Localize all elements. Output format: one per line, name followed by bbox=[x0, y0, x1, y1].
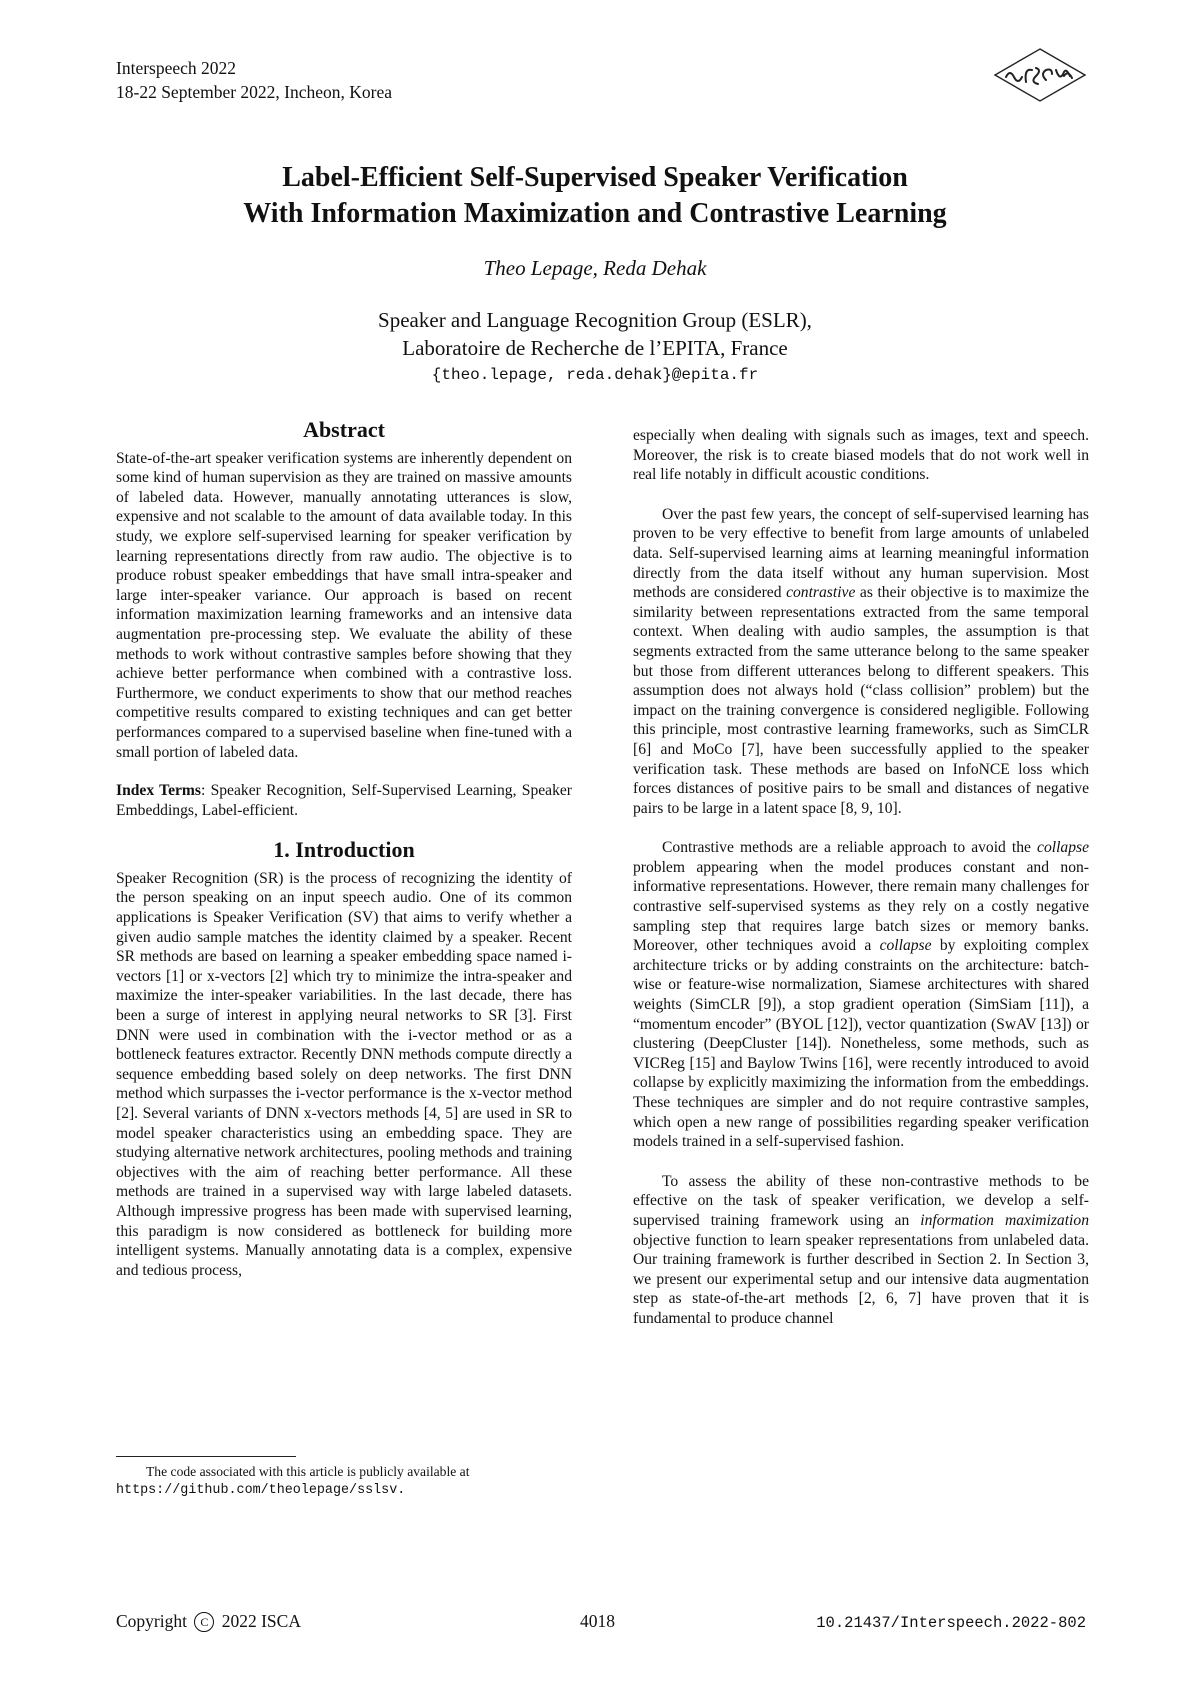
p3-text-c: by exploiting complex architecture tricks or by adding constraints on the architecture: batch-wise or feature-wise normalization, Siamese architectures with shared weights (SimCLR [9]), a stop gradient operation (SimSiam [11]), a “momentum encoder” (BYOL [12]), vector quantization (SwAV [13]) or clustering (DeepCluster [14]). Nonetheless, some methods, such as VICReg [15] and Baylow Twins [16], were recently introduced to avoid collapse by explicitly maximizing the information from the embeddings. These techniques are simpler and do not require contrastive samples, which open a new range of possibilities regarding speaker verification models trained in a self-supervised fashion. bbox=[633, 937, 1089, 1151]
p4-text-a: To assess the ability of these non-contrastive methods to be effective on the task of speaker verification, we develop a self-supervised training framework using an bbox=[633, 1172, 1089, 1229]
footnote-text: The code associated with this article is publicly available at bbox=[146, 1464, 470, 1479]
p3-emphasis-2: collapse bbox=[879, 937, 932, 955]
title-line-1: Label-Efficient Self-Supervised Speaker Verification bbox=[282, 162, 908, 193]
p3-text-b: problem appearing when the model produces constant and non-informative representations. However, there remain many challenges for contrastive self-supervised systems as they rely on a costly negative sampling step that requires large batch sizes or memory banks. Moreover, other techniques avoid a bbox=[633, 858, 1089, 955]
footnote-rule bbox=[116, 1456, 296, 1457]
p3-emphasis-1: collapse bbox=[1037, 839, 1089, 857]
introduction-heading: 1. Introduction bbox=[273, 837, 415, 863]
left-column bbox=[116, 417, 572, 1280]
p2-text-b: as their objective is to maximize the similarity between representations extracted from the same temporal context. When dealing with audio samples, the assumption is that segments extracted from the same utterance belong to the same speaker but those from different utterances belong to different speakers. This assumption does not always hold (“class collision” problem) but the impact on the training convergence is considered negligible. Following this principle, most contrastive learning frameworks, such as SimCLR [6] and MoCo [7], have been successfully applied to the speaker verification task. These methods are based on InfoNCE loss which forces distances of positive pairs to be small and distances of negative pairs to be large in a latent space [8, 9, 10]. bbox=[633, 584, 1089, 817]
author-emails: {theo.lepage, reda.dehak}@epita.fr bbox=[431, 366, 759, 384]
code-repository-link[interactable]: https://github.com/theolepage/sslsv. bbox=[116, 1483, 406, 1498]
conference-name: Interspeech 2022 bbox=[116, 58, 237, 78]
intro-paragraph-1-continued: especially when dealing with signals such as images, text and speech. Moreover, the risk is to create biased models that do not work well in real life notably in difficult acoustic conditions. bbox=[633, 427, 1089, 484]
copyright-icon: C bbox=[194, 1612, 214, 1632]
copyright-prefix: Copyright bbox=[116, 1611, 187, 1631]
p4-emphasis: information maximization bbox=[920, 1211, 1089, 1229]
footnote bbox=[116, 1462, 576, 1500]
affiliation bbox=[100, 306, 1090, 362]
p3-text-a: Contrastive methods are a reliable approach to avoid the bbox=[662, 839, 1038, 857]
paper-title bbox=[100, 160, 1090, 232]
right-column bbox=[633, 426, 1089, 1349]
copyright-suffix: 2022 ISCA bbox=[221, 1611, 301, 1631]
abstract-text: State-of-the-art speaker verification systems are inherently dependent on some kind of human supervision as they are trained on massive amounts of labeled data. However, manually annotating utterances is slow, expensive and not scalable to the amount of data available today. In this study, we explore self-supervised learning for speaker verification by learning representations directly from raw audio. The objective is to produce robust speaker embeddings that have small intra-speaker and large inter-speaker variance. Our approach is based on recent information maximization learning frameworks and an intensive data augmentation pre-processing step. We evaluate the ability of these methods to work without contrastive samples before showing that they achieve better performance when combined with a contrastive loss. Furthermore, we conduct experiments to show that our method reaches competitive results compared to existing techniques and can get better performances compared to a supervised baseline when fine-tuned with a small portion of labeled data. bbox=[116, 449, 572, 761]
intro-paragraph-3 bbox=[633, 838, 1089, 1152]
conference-header bbox=[116, 56, 392, 104]
p4-text-b: objective function to learn speaker representations from unlabeled data. Our training framework is further described in Section 2. In Section 3, we present our experimental setup and our intensive data augmentation step as state-of-the-art methods [2, 6, 7] have proven that it is fundamental to produce channel bbox=[633, 1231, 1089, 1327]
abstract-heading: Abstract bbox=[303, 417, 385, 442]
index-terms bbox=[116, 781, 572, 820]
affiliation-line-1: Speaker and Language Recognition Group (ESLR), bbox=[378, 308, 812, 332]
index-terms-text: : Speaker Recognition, Self-Supervised Learning, Speaker Embeddings, Label-efficient. bbox=[116, 782, 572, 819]
intro-paragraph-1: Speaker Recognition (SR) is the process of recognizing the identity of the person speaking on an input speech audio. One of its common applications is Speaker Verification (SV) that aims to verify whether a given audio sample matches the identity claimed by a speaker. Recent SR methods are based on learning a speaker embedding space named i-vectors [1] or x-vectors [2] which try to minimize the intra-speaker and maximize the inter-speaker variabilities. In the last decade, there has been a surge of interest in applying neural networks to SR [3]. First DNN were used in combination with the i-vector method or as a bottleneck features extractor. Recently DNN methods compute directly a sequence embedding based solely on deep networks. The first DNN method which surpasses the i-vector performance is the x-vector method [2]. Several variants of DNN x-vectors methods [4, 5] are used in SR to model speaker characteristics using an embedding space. They are studying alternative network architectures, pooling methods and training objectives with the aim of reaching better performance. All these methods are trained in a supervised way with large labeled datasets. Although impressive progress has been made with supervised learning, this paradigm is now considered as bottleneck for building more intelligent systems. Manually annotating data is a complex, expensive and tedious process, bbox=[116, 869, 572, 1279]
p2-emphasis: contrastive bbox=[786, 584, 856, 602]
page-number: 4018 bbox=[580, 1611, 615, 1631]
index-terms-label: Index Terms bbox=[116, 782, 201, 800]
intro-paragraph-2 bbox=[633, 505, 1089, 819]
isca-logo bbox=[992, 46, 1088, 104]
p2-text-a: Over the past few years, the concept of self-supervised learning has proven to be very effective to benefit from large amounts of unlabeled data. Self-supervised learning aims at learning meaningful information directly from the data itself without any human supervision. Most methods are considered bbox=[633, 505, 1089, 602]
conference-dates-location: 18-22 September 2022, Incheon, Korea bbox=[116, 82, 393, 102]
affiliation-line-2: Laboratoire de Recherche de l’EPITA, France bbox=[402, 336, 788, 360]
copyright bbox=[116, 1611, 301, 1632]
authors: Theo Lepage, Reda Dehak bbox=[483, 256, 707, 280]
intro-paragraph-4 bbox=[633, 1172, 1089, 1329]
title-line-2: With Information Maximization and Contrastive Learning bbox=[243, 198, 947, 229]
doi[interactable]: 10.21437/Interspeech.2022-802 bbox=[816, 1614, 1086, 1632]
